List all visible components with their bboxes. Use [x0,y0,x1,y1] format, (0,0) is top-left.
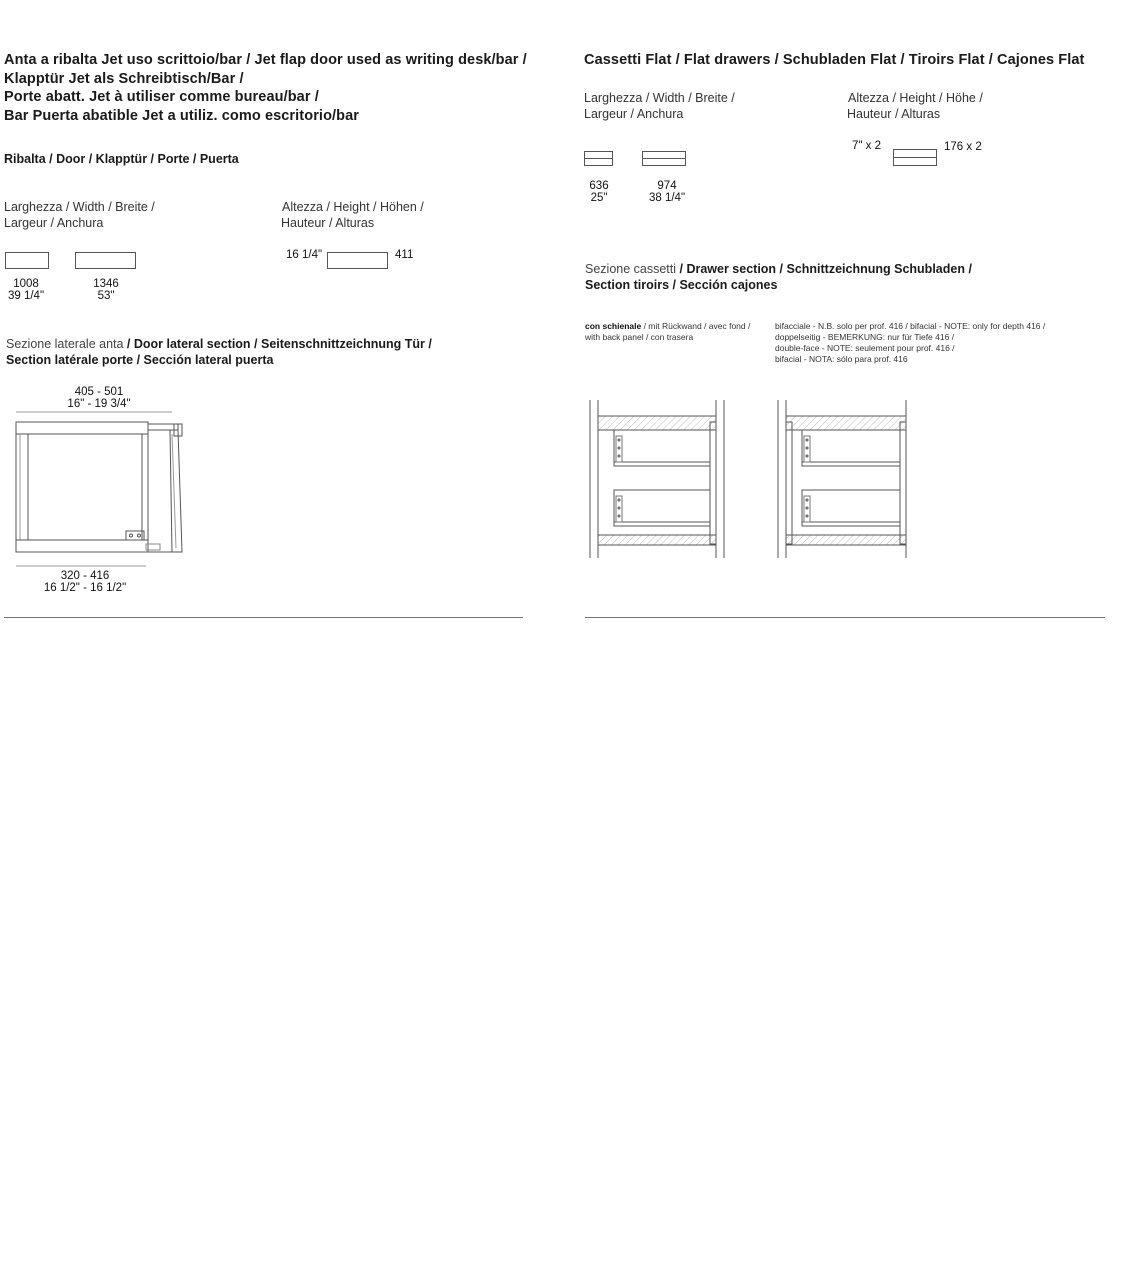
note-double-face-line: doppelseitig - BEMERKUNG: nur für Tiefe 416 / [775,332,955,342]
door-label: Ribalta / Door / Klapptür / Porte / Puerta [4,152,239,166]
door-section-top-inch: 16" - 19 3/4" [67,398,131,410]
door-section-title-rest: / Door lateral section / Seitenschnittzeichnung Tür / [123,337,432,351]
door-section-title [6,336,432,368]
note-double-face-line: double-face - NOTE: seulement pour prof. 416 / [775,343,955,353]
drawer-width-inch: 25" [590,192,608,204]
width-label-line2: Largeur / Anchura [4,216,104,230]
drawer-width-inch: 38 1/4" [648,192,686,204]
door-width-swatch-1346 [75,252,136,269]
height-label-line1: Altezza / Height / Höhen / [282,200,424,214]
left-width-label [4,199,155,231]
note-back-panel-rest: / mit Rückwand / avec fond / [641,321,751,331]
drawer-width-mm: 974 [657,180,677,192]
right-divider [585,617,1105,618]
drawer-width-swatch-974-bottom [642,158,686,166]
drawer-section-title-lead: Sezione cassetti [585,262,677,276]
right-title: Cassetti Flat / Flat drawers / Schubladen Flat / Tiroirs Flat / Cajones Flat [584,52,1085,68]
door-width-mm: 1008 [13,278,39,290]
right-height-label [847,90,983,122]
door-height-inch: 16 1/4" [286,249,323,261]
note-double-face-line: bifacial - NOTA: sólo para prof. 416 [775,354,908,364]
door-section-top-mm: 405 - 501 [74,386,124,398]
drawer-height-inch: 7" x 2 [852,140,882,152]
door-width-swatch-1008 [5,252,49,269]
left-title-line: Klapptür Jet als Schreibtisch/Bar / [4,70,244,87]
door-section-title-lead: Sezione laterale anta [6,337,124,351]
drawer-width-636 [578,180,620,204]
note-double-face-line: bifacciale - N.B. solo per prof. 416 / bifacial - NOTE: only for depth 416 / [775,321,1046,331]
door-section-title-line2: Section latérale porte / Sección lateral puerta [6,353,274,367]
door-width-inch: 39 1/4" [7,290,45,302]
door-section-bottom-inch: 16 1/2" - 16 1/2" [43,582,127,594]
drawer-width-974 [640,180,694,204]
drawer-section-title-line2: Section tiroirs / Sección cajones [585,278,778,292]
drawer-section-title-rest: / Drawer section / Schnittzeichnung Schubladen / [676,262,972,276]
left-title-line: Porte abatt. Jet à utiliser comme bureau/bar / [4,89,319,105]
door-width-mm: 1346 [93,278,119,290]
left-title-line: Anta a ribalta Jet uso scrittoio/bar / Jet flap door used as writing desk/bar / [4,52,527,68]
note-double-face [775,321,1045,365]
door-section-bottom-dim [20,570,150,594]
drawer-width-swatch-636-bottom [584,158,613,166]
door-height-swatch [327,252,388,269]
right-width-label [584,90,735,122]
drawer-section-drawing-back-panel [586,400,736,570]
height-label-line1: Altezza / Height / Höhe / [848,91,983,105]
width-label-line2: Largeur / Anchura [584,107,684,121]
note-back-panel-line2: with back panel / con trasera [585,332,694,342]
left-title-line: Bar Puerta abatible Jet a utiliz. como escritorio/bar [4,107,360,124]
door-height-mm: 411 [395,249,414,261]
door-section-bottom-mm: 320 - 416 [60,570,110,582]
width-label-line1: Larghezza / Width / Breite / [4,200,155,214]
width-label-line1: Larghezza / Width / Breite / [584,91,735,105]
drawer-section-title [585,261,972,293]
drawer-height-mm: 176 x 2 [944,141,982,153]
door-width-inch: 53" [97,290,115,302]
note-back-panel-bold: con schienale [585,321,642,331]
left-title [4,51,527,125]
door-width-1346 [76,278,136,302]
left-divider [4,617,523,618]
note-back-panel [585,321,750,343]
drawer-width-mm: 636 [589,180,609,192]
height-label-line2: Hauteur / Alturas [281,216,375,230]
door-width-1008 [0,278,52,302]
drawer-height-swatch-bottom [893,157,937,166]
door-section-drawing [0,400,200,580]
height-label-line2: Hauteur / Alturas [847,107,941,121]
drawer-section-drawing-double-face [776,400,926,570]
left-height-label [281,199,424,231]
